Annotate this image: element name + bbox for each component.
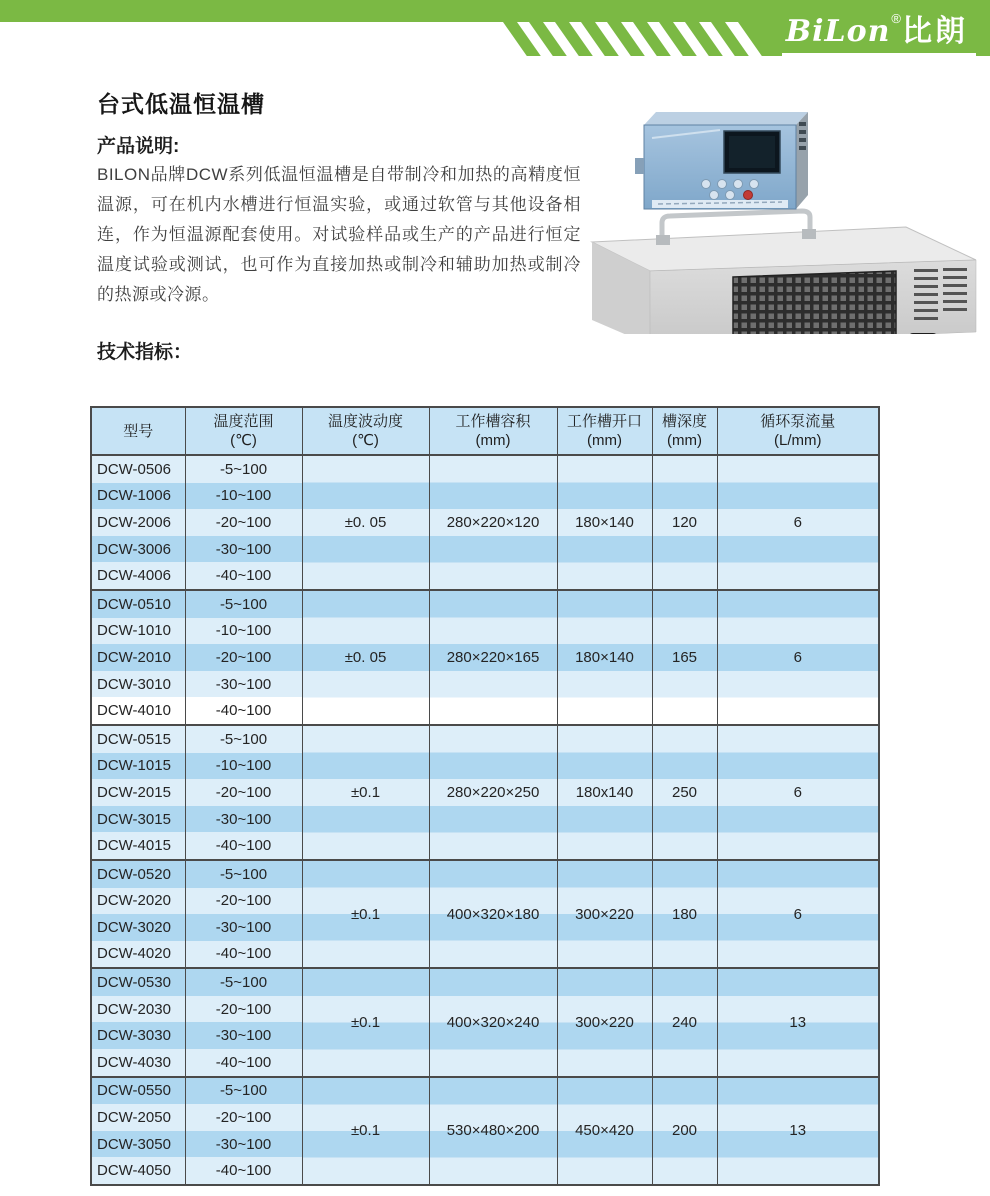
depth-cell: 120 — [652, 455, 717, 590]
model-cell: DCW-2030 — [91, 996, 185, 1023]
column-header-label: 温度波动度 — [327, 413, 403, 430]
range-cell: -40~100 — [185, 832, 302, 860]
table-header-row — [91, 407, 879, 455]
model-cell: DCW-2050 — [91, 1104, 185, 1131]
model-cell: DCW-0510 — [91, 590, 185, 618]
column-header-label: 循环泵流量 — [760, 413, 836, 430]
column-header-unit: (mm) — [475, 432, 511, 449]
model-cell: DCW-0515 — [91, 725, 185, 753]
range-cell: -30~100 — [185, 914, 302, 941]
table-row — [91, 968, 879, 996]
model-cell: DCW-2006 — [91, 509, 185, 536]
range-cell: -20~100 — [185, 644, 302, 671]
column-header — [652, 407, 717, 455]
fluctuation-cell: ±0.1 — [302, 968, 429, 1076]
model-cell: DCW-4050 — [91, 1157, 185, 1185]
range-cell: -30~100 — [185, 671, 302, 698]
brand-logo-chinese: 比朗 — [902, 15, 968, 48]
column-header — [717, 407, 879, 455]
opening-cell: 300×220 — [557, 860, 652, 968]
model-cell: DCW-0520 — [91, 860, 185, 888]
brand-logo — [782, 6, 976, 56]
flow-cell: 6 — [717, 725, 879, 860]
range-cell: -10~100 — [185, 753, 302, 780]
range-cell: -20~100 — [185, 1104, 302, 1131]
model-cell: DCW-0550 — [91, 1077, 185, 1105]
flow-cell: 6 — [717, 590, 879, 725]
range-cell: -40~100 — [185, 1049, 302, 1077]
volume-cell: 400×320×180 — [429, 860, 557, 968]
column-header-label: 槽深度 — [661, 413, 707, 430]
foot — [908, 333, 938, 334]
model-cell: DCW-4015 — [91, 832, 185, 860]
column-header — [185, 407, 302, 455]
opening-cell: 180×140 — [557, 590, 652, 725]
column-header-label: 温度范围 — [213, 413, 274, 430]
flow-cell: 6 — [717, 455, 879, 590]
column-header-label: 工作槽容积 — [455, 413, 531, 430]
column-header-unit: (℃) — [352, 432, 379, 449]
flow-cell: 13 — [717, 968, 879, 1076]
opening-cell: 450×420 — [557, 1077, 652, 1185]
range-cell: -5~100 — [185, 1077, 302, 1105]
range-cell: -30~100 — [185, 1022, 302, 1049]
model-cell: DCW-2010 — [91, 644, 185, 671]
range-cell: -30~100 — [185, 536, 302, 563]
table-row — [91, 1077, 879, 1105]
column-header-unit: (L/mm) — [774, 432, 822, 449]
range-cell: -20~100 — [185, 888, 302, 915]
column-header-label: 工作槽开口 — [566, 413, 642, 430]
model-cell: DCW-2020 — [91, 888, 185, 915]
model-cell: DCW-3050 — [91, 1131, 185, 1158]
model-cell: DCW-1006 — [91, 483, 185, 510]
table-row — [91, 455, 879, 483]
range-cell: -10~100 — [185, 618, 302, 645]
column-header-label: 型号 — [123, 422, 154, 440]
column-header-unit: (mm) — [667, 432, 702, 449]
model-cell: DCW-3006 — [91, 536, 185, 563]
depth-cell: 200 — [652, 1077, 717, 1185]
model-cell: DCW-4020 — [91, 941, 185, 969]
model-cell: DCW-4010 — [91, 697, 185, 725]
volume-cell: 400×320×240 — [429, 968, 557, 1076]
column-header — [91, 407, 185, 455]
volume-cell: 280×220×250 — [429, 725, 557, 860]
column-header — [302, 407, 429, 455]
control-panel — [635, 112, 808, 209]
model-cell: DCW-4006 — [91, 562, 185, 590]
column-header-unit: (mm) — [587, 432, 622, 449]
spec-table — [90, 406, 880, 1186]
front-grille — [733, 271, 896, 334]
page-title: 台式低温恒温槽 — [97, 91, 265, 117]
brand-header — [0, 0, 990, 58]
range-cell: -40~100 — [185, 562, 302, 590]
fluctuation-cell: ±0. 05 — [302, 590, 429, 725]
range-cell: -5~100 — [185, 725, 302, 753]
column-header — [429, 407, 557, 455]
range-cell: -20~100 — [185, 509, 302, 536]
range-cell: -20~100 — [185, 779, 302, 806]
model-cell: DCW-1015 — [91, 753, 185, 780]
opening-cell: 180×140 — [557, 455, 652, 590]
opening-cell: 180x140 — [557, 725, 652, 860]
volume-cell: 280×220×165 — [429, 590, 557, 725]
model-cell: DCW-4030 — [91, 1049, 185, 1077]
range-cell: -40~100 — [185, 1157, 302, 1185]
table-row — [91, 725, 879, 753]
model-cell: DCW-0530 — [91, 968, 185, 996]
range-cell: -5~100 — [185, 968, 302, 996]
range-cell: -5~100 — [185, 860, 302, 888]
volume-cell: 280×220×120 — [429, 455, 557, 590]
range-cell: -5~100 — [185, 590, 302, 618]
flow-cell: 13 — [717, 1077, 879, 1185]
fluctuation-cell: ±0. 05 — [302, 455, 429, 590]
column-header-unit: (℃) — [230, 432, 257, 449]
bath-tank — [592, 227, 976, 334]
registered-mark-icon: ® — [891, 11, 901, 26]
table-row — [91, 590, 879, 618]
spec-heading: 技术指标： — [97, 342, 193, 363]
brand-logo-script: BiLon — [785, 14, 891, 49]
model-cell: DCW-2015 — [91, 779, 185, 806]
range-cell: -40~100 — [185, 697, 302, 725]
flow-cell: 6 — [717, 860, 879, 968]
model-cell: DCW-3020 — [91, 914, 185, 941]
model-cell: DCW-1010 — [91, 618, 185, 645]
range-cell: -30~100 — [185, 1131, 302, 1158]
description-text: BILON品牌DCW系列低温恒温槽是自带制冷和加热的高精度恒温源，可在机内水槽进行恒温实验，或通过软管与其他设备相连，作为恒温源配套使用。对试验样品或生产的产品进行恒定温度试验或测试，也可作为直接加热或制冷和辅助加热或制冷的热源或冷源。 — [97, 165, 581, 304]
range-cell: -5~100 — [185, 455, 302, 483]
depth-cell: 240 — [652, 968, 717, 1076]
range-cell: -10~100 — [185, 483, 302, 510]
table-row — [91, 860, 879, 888]
model-cell: DCW-3010 — [91, 671, 185, 698]
depth-cell: 250 — [652, 725, 717, 860]
model-cell: DCW-0506 — [91, 455, 185, 483]
depth-cell: 165 — [652, 590, 717, 725]
volume-cell: 530×480×200 — [429, 1077, 557, 1185]
range-cell: -20~100 — [185, 996, 302, 1023]
model-cell: DCW-3030 — [91, 1022, 185, 1049]
range-cell: -30~100 — [185, 806, 302, 833]
depth-cell: 180 — [652, 860, 717, 968]
fluctuation-cell: ±0.1 — [302, 860, 429, 968]
column-header — [557, 407, 652, 455]
model-cell: DCW-3015 — [91, 806, 185, 833]
description-heading: 产品说明: — [97, 136, 180, 157]
fluctuation-cell: ±0.1 — [302, 725, 429, 860]
product-photo — [578, 96, 986, 334]
opening-cell: 300×220 — [557, 968, 652, 1076]
range-cell: -40~100 — [185, 941, 302, 969]
fluctuation-cell: ±0.1 — [302, 1077, 429, 1185]
